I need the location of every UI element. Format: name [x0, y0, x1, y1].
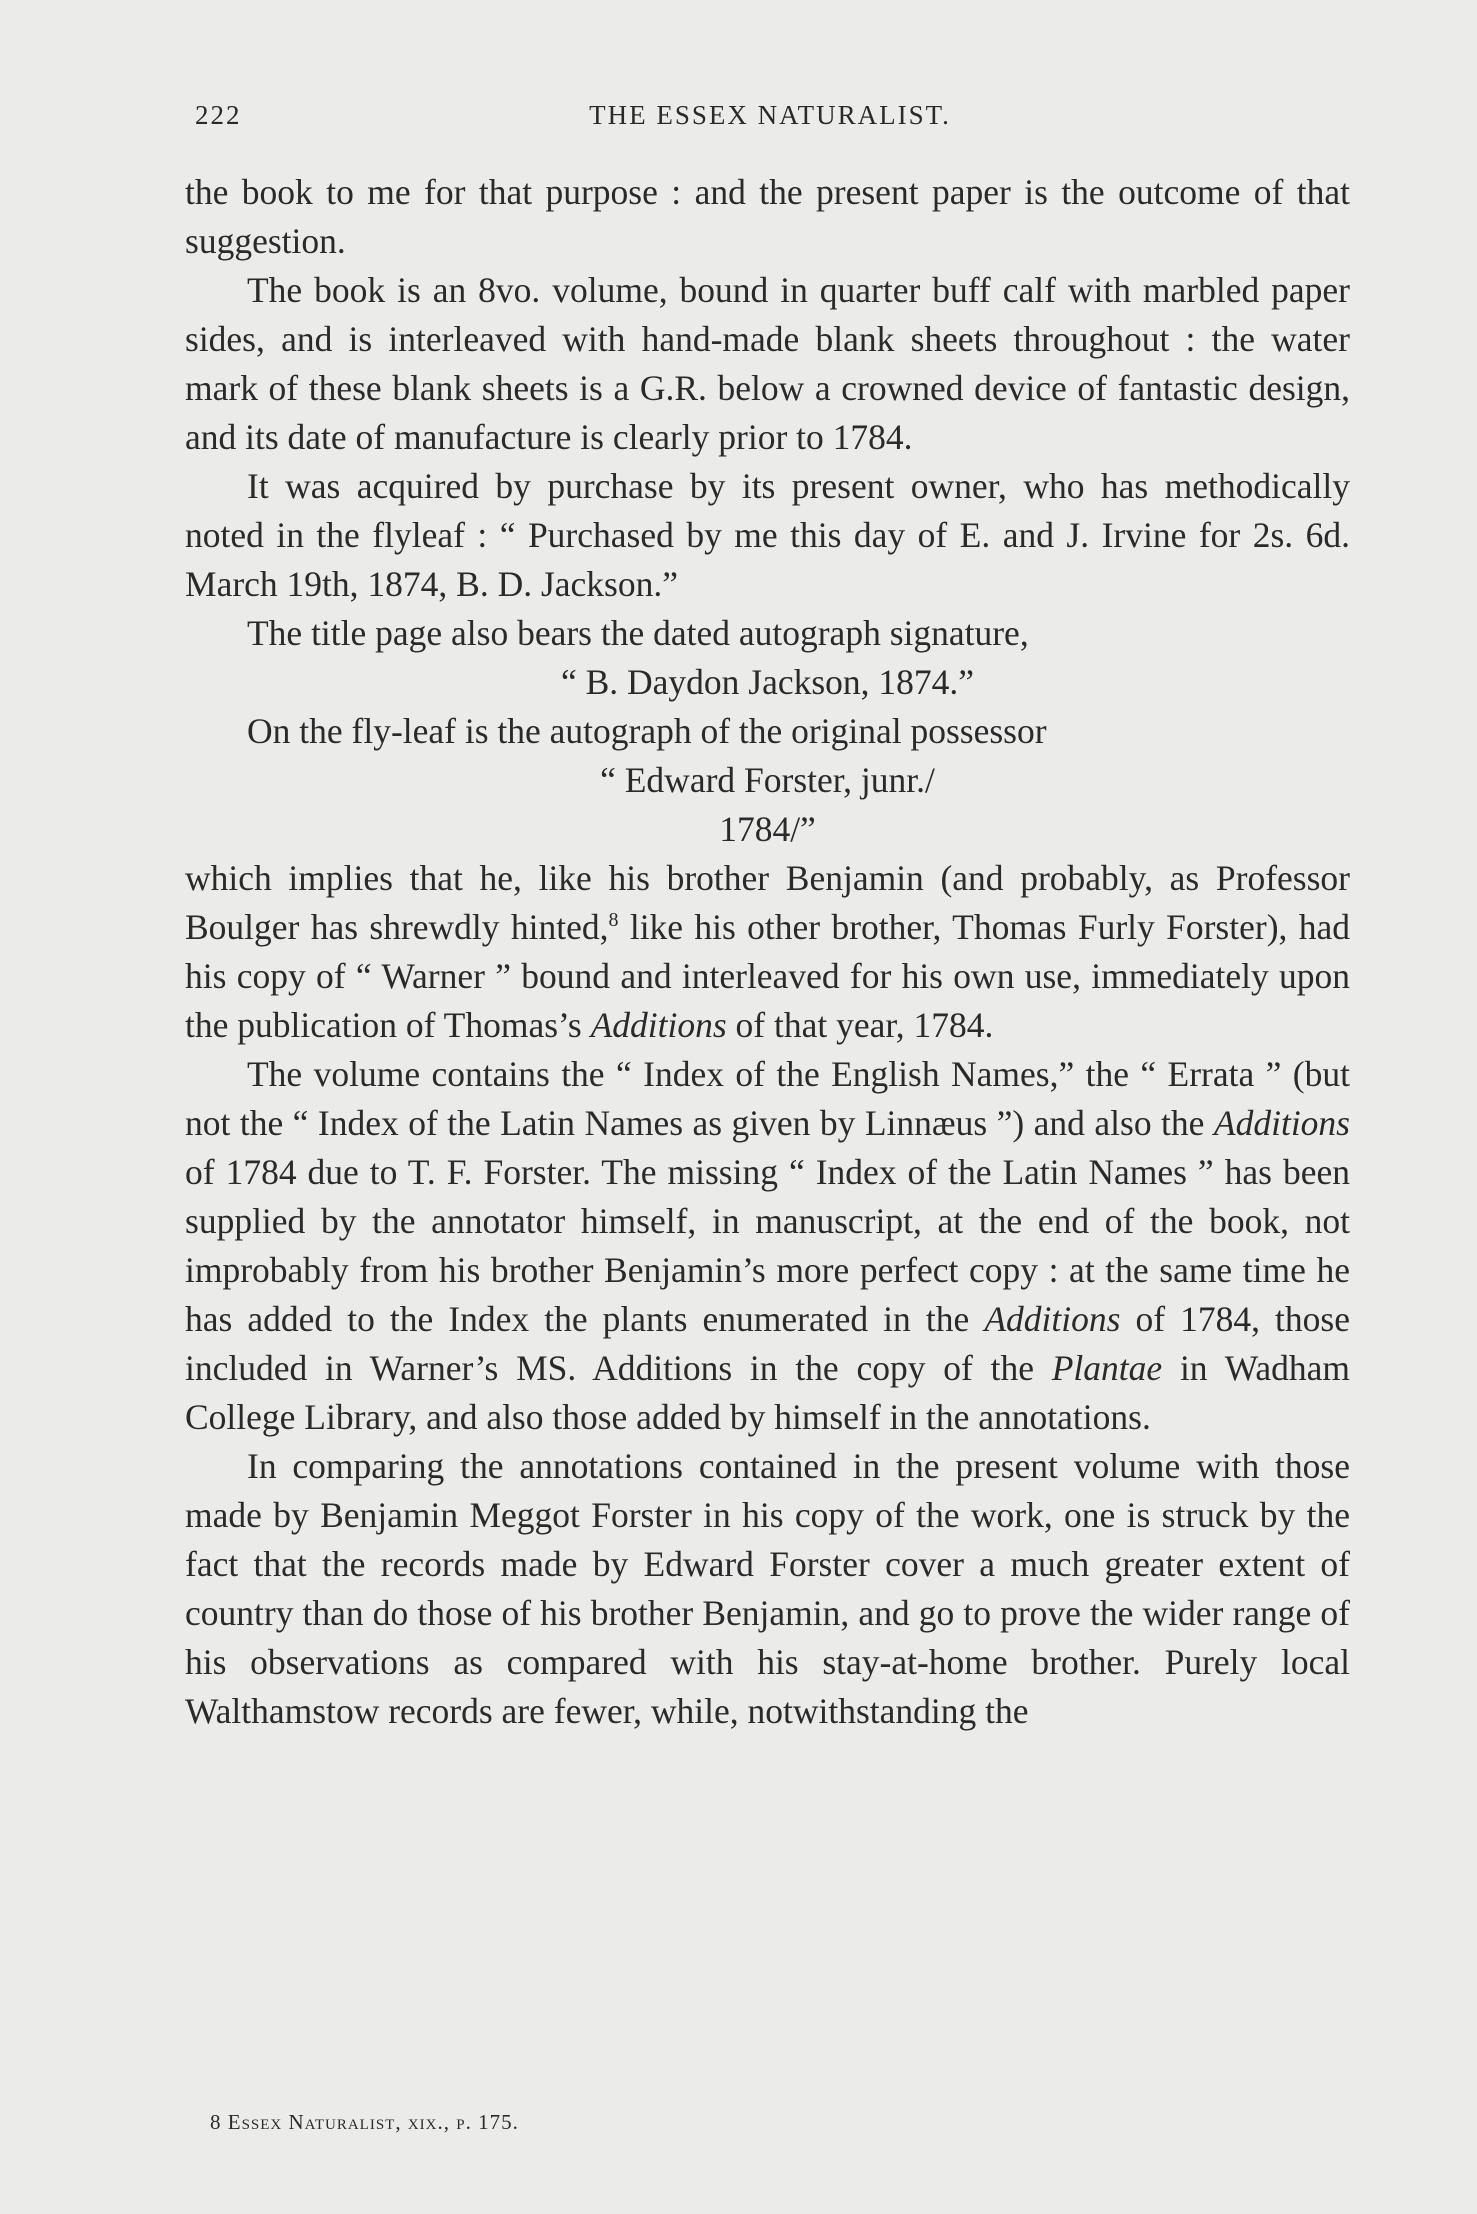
- body-text: [185, 168, 1350, 1736]
- text-run: The volume contains the “ Index of the English Names,” the “ Errata ” (but not the “ Index of the Latin Names as given by Linnæus ”) and also the: [185, 1054, 1350, 1143]
- italic-title: Additions: [590, 1005, 727, 1045]
- text-run: which implies that he, like his brother Benjamin (and probably, as Professor Boulger has shrewdly hinted,: [185, 858, 1350, 947]
- italic-title: Additions: [1213, 1103, 1350, 1143]
- paragraph: [185, 854, 1350, 1050]
- paragraph: In comparing the annotations contained in the present volume with those made by Benjamin Meggot Forster in his copy of the work, one is struck by the fact that the records made by Edward Forster cover a much greater extent of country than do those of his brother Benjamin, and go to prove the wider range of his observations as compared with his stay-at-home brother. Purely local Walthamstow records are fewer, while, notwithstanding the: [185, 1446, 1350, 1731]
- paragraph: The title page also bears the dated autograph signature,: [247, 613, 1029, 653]
- paragraph: It was acquired by purchase by its present owner, who has methodically noted in the flyleaf : “ Purchased by me this day of E. and J. Irvine for 2s. 6d. March 19th, 1874, B. D. Jackson.”: [185, 466, 1350, 604]
- paragraph: [185, 1050, 1350, 1442]
- text-run: in Wadham College Library, and also those added by himself in the annotations.: [185, 1348, 1350, 1437]
- italic-title: Plantae: [1051, 1348, 1163, 1388]
- quoted-autograph-line: “ Edward Forster, junr./: [600, 760, 935, 800]
- page-header: [195, 100, 1345, 140]
- quoted-signature: “ B. Daydon Jackson, 1874.”: [560, 662, 975, 702]
- text-run: of that year, 1784.: [726, 1005, 994, 1045]
- text-run: of 1784 due to T. F. Forster. The missing “ Index of the Latin Names ” has been supplied by the annotator himself, in manuscript, at the end of the book, not improbably from his brother Benjamin’s more perfect copy : at the same time he has added to the Index the plants enumerated in the: [185, 1152, 1350, 1339]
- text-run: like his other brother, Thomas Furly Forster), had his copy of “ Warner ” bound and interleaved for his own use, immediately upon the publication of Thomas’s: [185, 907, 1350, 1045]
- paragraph: the book to me for that purpose : and the present paper is the outcome of that suggestion.: [185, 172, 1350, 261]
- footnote-marker: 8: [210, 2110, 222, 2134]
- italic-title: Additions: [984, 1299, 1121, 1339]
- footnote-text: Essex Naturalist, xix., p. 175.: [227, 2110, 519, 2134]
- footnote: [210, 2110, 1110, 2135]
- page-number: 222: [195, 100, 242, 130]
- running-title: THE ESSEX NATURALIST.: [589, 100, 951, 130]
- quoted-autograph-line: 1784/”: [719, 809, 816, 849]
- footnote-reference: 8: [608, 909, 619, 932]
- paragraph: The book is an 8vo. volume, bound in quarter buff calf with marbled paper sides, and is interleaved with hand-made blank sheets throughout : the water mark of these blank sheets is a G.R. below a crowned device of fantastic design, and its date of manufacture is clearly prior to 1784.: [185, 270, 1350, 457]
- paragraph: On the fly-leaf is the autograph of the original possessor: [247, 711, 1047, 751]
- text-run: of 1784, those included in Warner’s MS. Additions in the copy of the: [185, 1299, 1350, 1388]
